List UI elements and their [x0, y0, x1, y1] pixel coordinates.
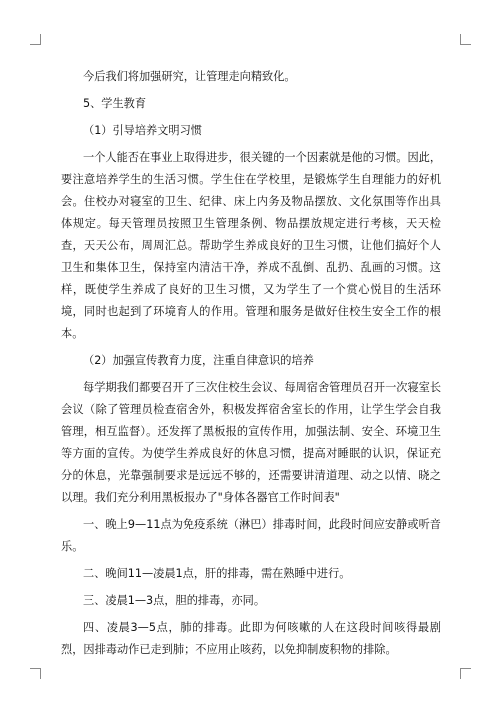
paragraph-habits: 一个人能否在事业上取得进步，很关键的一个因素就是他的习惯。因此，要注意培养学生的生活习惯。学生住在学校里，是锻炼学生自理能力的好机会。住校办对寝室的卫生、纪律、床上内务及物品摆放、文化氛围等作出具体规定。每天管理员按照卫生管理条例、物品摆放规定进行考核，天天检查，天天公布，周周汇总。帮助学生养成良好的卫生习惯，让他们搞好个人卫生和集体卫生，保持室内清洁干净，养成不乱倒、乱扔、乱画的习惯。这样，既使学生养成了良好的卫生习惯，又为学生了一个赏心悦目的生活环境，同时也起到了环境育人的作用。管理和服务是做好住校生安全工作的根本。	[61, 151, 442, 340]
schedule-item-2: 二、晚间11—凌晨1点，肝的排毒，需在熟睡中进行。	[83, 567, 351, 580]
paragraph-intro: 今后我们将加强研究，让管理走向精致化。	[83, 70, 296, 83]
subheading-publicity: （2）加强宣传教育力度，注重自律意识的培养	[83, 354, 314, 367]
section-heading: 5、学生教育	[83, 97, 147, 110]
crop-mark-bottom-right	[460, 668, 471, 679]
paragraph-publicity: 每学期我们都要召开了三次住校生会议、每周宿舍管理员召开一次寝室长会议（除了管理员检查宿舍外，积极发挥宿舍室长的作用，让学生学会自我管理，相互监督）。还发挥了黑板报的宣传作用，加强法制、安全、环境卫生等方面的宣传。为使学生养成良好的休息习惯，提高对睡眠的认识，保证充分的休息，光靠强制要求是远远不够的，还需要讲清道理、动之以情、晓之以理。我们充分利用黑板报办了"身体各器官工作时间表"	[61, 381, 442, 504]
schedule-item-4: 四、凌晨3—5点，肺的排毒。此即为何咳嗽的人在这段时间咳得最剧烈，因排毒动作已走到肺；不应用止咳药，以免抑制废积物的排除。	[61, 621, 441, 656]
crop-mark-top-left	[30, 34, 41, 45]
schedule-item-1: 一、晚上9—11点为免疫系统（淋巴）排毒时间，此段时间应安静或听音乐。	[61, 518, 441, 553]
document-body	[61, 66, 441, 661]
crop-mark-top-right	[460, 34, 471, 45]
subheading-habits: （1）引导培养文明习惯	[83, 124, 202, 137]
crop-mark-bottom-left	[30, 668, 41, 679]
schedule-item-3: 三、凌晨1—3点，胆的排毒，亦同。	[83, 594, 266, 607]
